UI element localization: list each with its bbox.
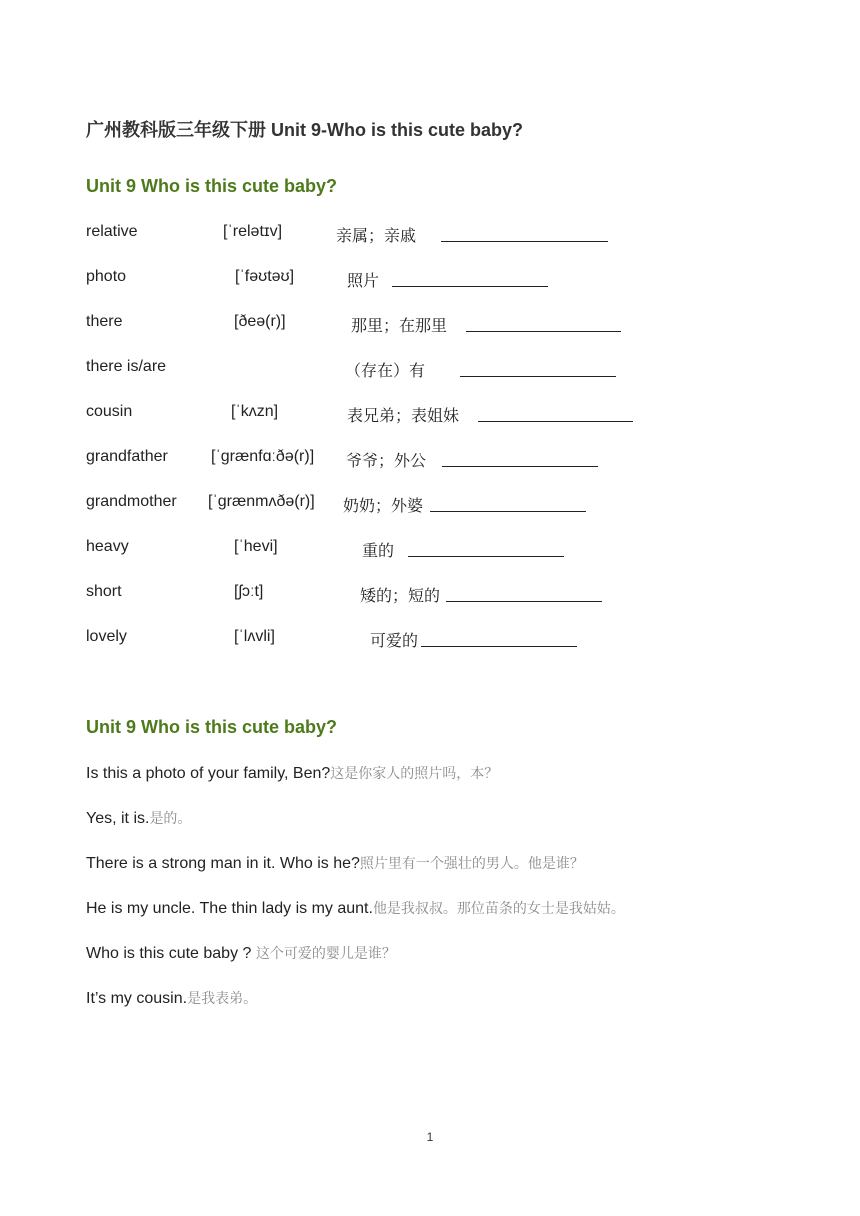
- vocab-word: grandmother: [86, 493, 177, 510]
- vocab-row: [0, 223, 860, 247]
- vocab-meaning: 矮的；短的: [360, 588, 441, 605]
- answer-blank: [460, 376, 616, 377]
- vocab-word: cousin: [86, 403, 133, 420]
- answer-blank: [430, 511, 586, 512]
- sentence-english: Is this a photo of your family, Ben?: [86, 765, 331, 782]
- vocab-word: heavy: [86, 538, 129, 555]
- answer-blank: [442, 466, 598, 467]
- vocab-phonetic: [ˈkʌzn]: [231, 403, 279, 420]
- sentence: [86, 943, 396, 963]
- vocab-word: short: [86, 583, 122, 600]
- answer-blank: [446, 601, 602, 602]
- page-number: 1: [426, 1130, 434, 1144]
- vocab-phonetic: [ˈhevi]: [234, 538, 278, 555]
- vocab-phonetic: [ˈɡrænfɑːðə(r)]: [211, 448, 315, 465]
- vocab-meaning: 可爱的: [370, 633, 419, 650]
- vocab-row: [0, 268, 860, 292]
- vocab-row: [0, 628, 860, 652]
- page-title: 广州教科版三年级下册 Unit 9-Who is this cute baby?: [86, 120, 524, 140]
- vocab-meaning: 爷爷；外公: [346, 453, 427, 470]
- vocab-meaning: 奶奶；外婆: [343, 498, 424, 515]
- answer-blank: [478, 421, 633, 422]
- vocab-word: photo: [86, 268, 127, 285]
- answer-blank: [466, 331, 621, 332]
- answer-blank: [392, 286, 548, 287]
- vocab-phonetic: [ˈlʌvli]: [234, 628, 275, 645]
- vocab-meaning: 照片: [347, 273, 380, 290]
- vocab-phonetic: [ˈɡrænmʌðə(r)]: [208, 493, 315, 510]
- sentence-english: He is my uncle. The thin lady is my aunt.: [86, 900, 373, 917]
- vocab-row: [0, 583, 860, 607]
- sentence-english: Yes, it is.: [86, 810, 150, 827]
- answer-blank: [421, 646, 577, 647]
- vocab-word: relative: [86, 223, 138, 240]
- sentence-chinese: 这是你家人的照片吗，本？: [330, 766, 499, 782]
- vocab-row: [0, 493, 860, 517]
- sentence-chinese: 是我表弟。: [187, 991, 258, 1007]
- vocab-phonetic: [ˈrelətɪv]: [223, 223, 283, 240]
- vocab-word: grandfather: [86, 448, 168, 465]
- vocab-word: there is/are: [86, 358, 167, 375]
- sentence-chinese: 是的。: [149, 811, 192, 827]
- vocab-phonetic: [ˈfəʊtəʊ]: [235, 268, 295, 285]
- vocab-word: there: [86, 313, 123, 330]
- vocab-phonetic: [ðeə(r)]: [234, 313, 286, 330]
- vocab-row: [0, 403, 860, 427]
- vocab-meaning: 亲属；亲戚: [336, 228, 417, 245]
- sentence-chinese: 这个可爱的婴儿是谁？: [255, 946, 396, 962]
- sentence: [86, 898, 625, 918]
- sentence-chinese: 照片里有一个强壮的男人。他是谁？: [359, 856, 584, 872]
- vocab-meaning: 重的: [362, 543, 395, 560]
- answer-blank: [441, 241, 608, 242]
- sentence: [86, 808, 191, 828]
- vocab-meaning: 那里；在那里: [351, 318, 448, 335]
- vocab-section-heading: Unit 9 Who is this cute baby?: [86, 176, 338, 196]
- sentence-english: There is a strong man in it. Who is he?: [86, 855, 360, 872]
- vocab-word: lovely: [86, 628, 127, 645]
- sentence: [86, 763, 498, 783]
- sentence-chinese: 他是我叔叔。那位苗条的女士是我姑姑。: [372, 901, 625, 917]
- text-section-heading: Unit 9 Who is this cute baby?: [86, 717, 338, 737]
- vocab-meaning: 表兄弟；表姐妹: [347, 408, 460, 425]
- sentence: [86, 853, 584, 873]
- vocab-row: [0, 538, 860, 562]
- sentence-english: Who is this cute baby ?: [86, 945, 256, 962]
- vocab-row: [0, 358, 860, 382]
- vocab-phonetic: [ʃɔːt]: [234, 583, 264, 600]
- sentence-english: It’s my cousin.: [86, 990, 188, 1007]
- answer-blank: [408, 556, 564, 557]
- vocab-row: [0, 448, 860, 472]
- vocab-meaning: （存在）有: [345, 363, 426, 380]
- sentence: [86, 988, 257, 1008]
- vocab-row: [0, 313, 860, 337]
